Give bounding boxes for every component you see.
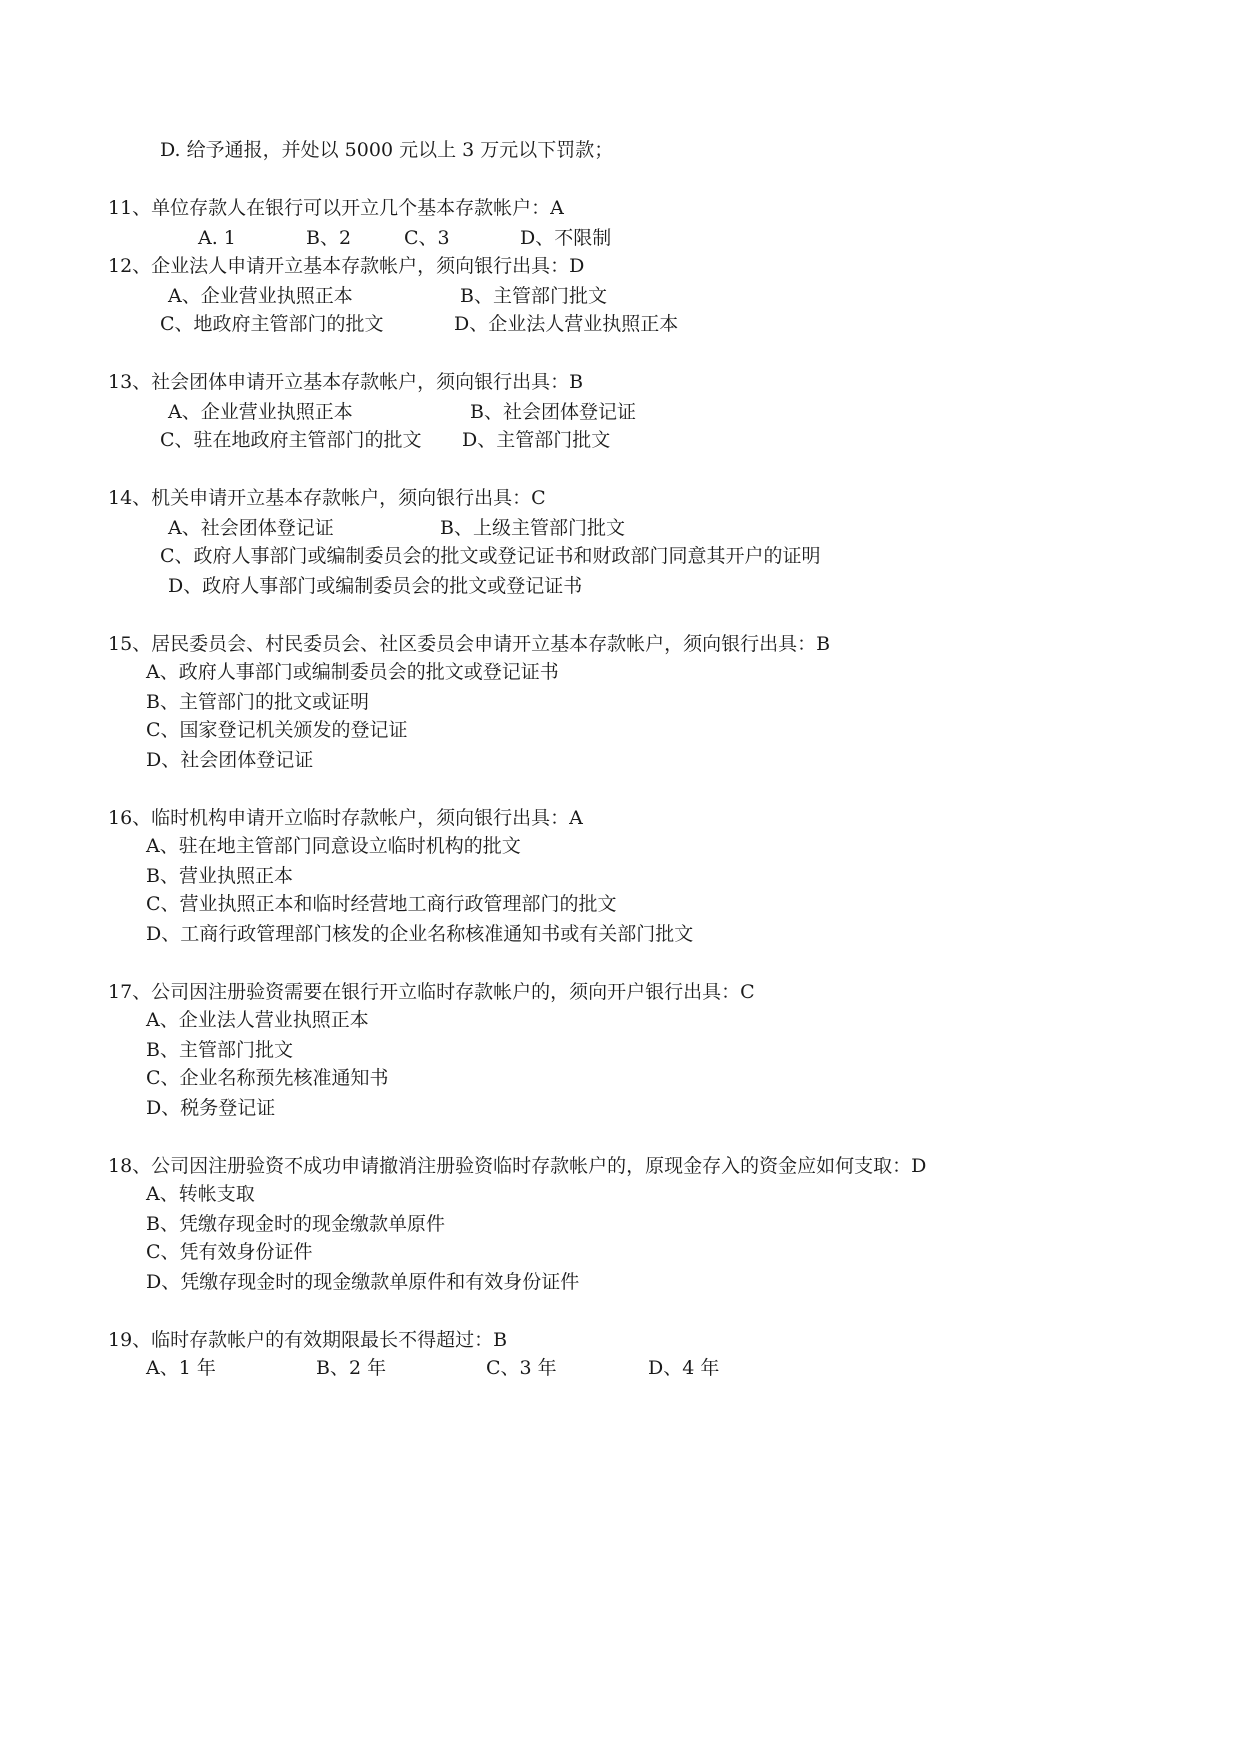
q12-option-d: D、企业法人营业执照正本 [454, 313, 679, 335]
q15-option-a: A、政府人事部门或编制委员会的批文或登记证书 [146, 661, 559, 683]
q19-option-a: A、1 年 [146, 1357, 216, 1379]
q17-option-a: A、企业法人营业执照正本 [146, 1009, 369, 1031]
q18-option-d: D、凭缴存现金时的现金缴款单原件和有效身份证件 [146, 1271, 580, 1293]
q17-question: 17、公司因注册验资需要在银行开立临时存款帐户的，须向开户银行出具：C [108, 981, 755, 1003]
q11-option-a: A. 1 [198, 227, 236, 249]
q14-option-a: A、社会团体登记证 [168, 517, 334, 539]
q14-option-d: D、政府人事部门或编制委员会的批文或登记证书 [168, 575, 583, 597]
q15-option-b: B、主管部门的批文或证明 [146, 691, 369, 713]
q16-option-d: D、工商行政管理部门核发的企业名称核准通知书或有关部门批文 [146, 923, 694, 945]
q14-question: 14、机关申请开立基本存款帐户，须向银行出具：C [108, 487, 546, 509]
q12-question: 12、企业法人申请开立基本存款帐户，须向银行出具：D [108, 255, 585, 277]
q15-option-c: C、国家登记机关颁发的登记证 [146, 719, 408, 741]
q18-question: 18、公司因注册验资不成功申请撤消注册验资临时存款帐户的，原现金存入的资金应如何支取：D [108, 1155, 927, 1177]
q13-option-c: C、驻在地政府主管部门的批文 [160, 429, 422, 451]
q17-option-b: B、主管部门批文 [146, 1039, 293, 1061]
q11-option-c: C、3 [404, 227, 450, 249]
q19-option-c: C、3 年 [486, 1357, 557, 1379]
q11-option-d: D、不限制 [520, 227, 612, 249]
q16-option-c: C、营业执照正本和临时经营地工商行政管理部门的批文 [146, 893, 617, 915]
q12-option-a: A、企业营业执照正本 [168, 285, 353, 307]
q18-option-b: B、凭缴存现金时的现金缴款单原件 [146, 1213, 445, 1235]
q16-option-b: B、营业执照正本 [146, 865, 293, 887]
q14-option-c: C、政府人事部门或编制委员会的批文或登记证书和财政部门同意其开户的证明 [160, 545, 821, 567]
q13-question: 13、社会团体申请开立基本存款帐户，须向银行出具：B [108, 371, 584, 393]
q18-option-a: A、转帐支取 [146, 1183, 255, 1205]
q19-question: 19、临时存款帐户的有效期限最长不得超过：B [108, 1329, 508, 1351]
q18-option-c: C、凭有效身份证件 [146, 1241, 313, 1263]
q13-option-d: D、主管部门批文 [462, 429, 611, 451]
q11-option-b: B、2 [306, 227, 352, 249]
q19-option-d: D、4 年 [648, 1357, 720, 1379]
q13-option-a: A、企业营业执照正本 [168, 401, 353, 423]
q11-question: 11、单位存款人在银行可以开立几个基本存款帐户：A [108, 197, 564, 219]
q10-option-d: D. 给予通报，并处以 5000 元以上 3 万元以下罚款； [160, 139, 614, 161]
q17-option-d: D、税务登记证 [146, 1097, 276, 1119]
q16-option-a: A、驻在地主管部门同意设立临时机构的批文 [146, 835, 521, 857]
q12-option-b: B、主管部门批文 [460, 285, 607, 307]
q13-option-b: B、社会团体登记证 [470, 401, 636, 423]
q16-question: 16、临时机构申请开立临时存款帐户，须向银行出具：A [108, 807, 583, 829]
q14-option-b: B、上级主管部门批文 [440, 517, 625, 539]
q15-question: 15、居民委员会、村民委员会、社区委员会申请开立基本存款帐户，须向银行出具：B [108, 633, 831, 655]
q12-option-c: C、地政府主管部门的批文 [160, 313, 384, 335]
q15-option-d: D、社会团体登记证 [146, 749, 314, 771]
q17-option-c: C、企业名称预先核准通知书 [146, 1067, 389, 1089]
q19-option-b: B、2 年 [316, 1357, 387, 1379]
